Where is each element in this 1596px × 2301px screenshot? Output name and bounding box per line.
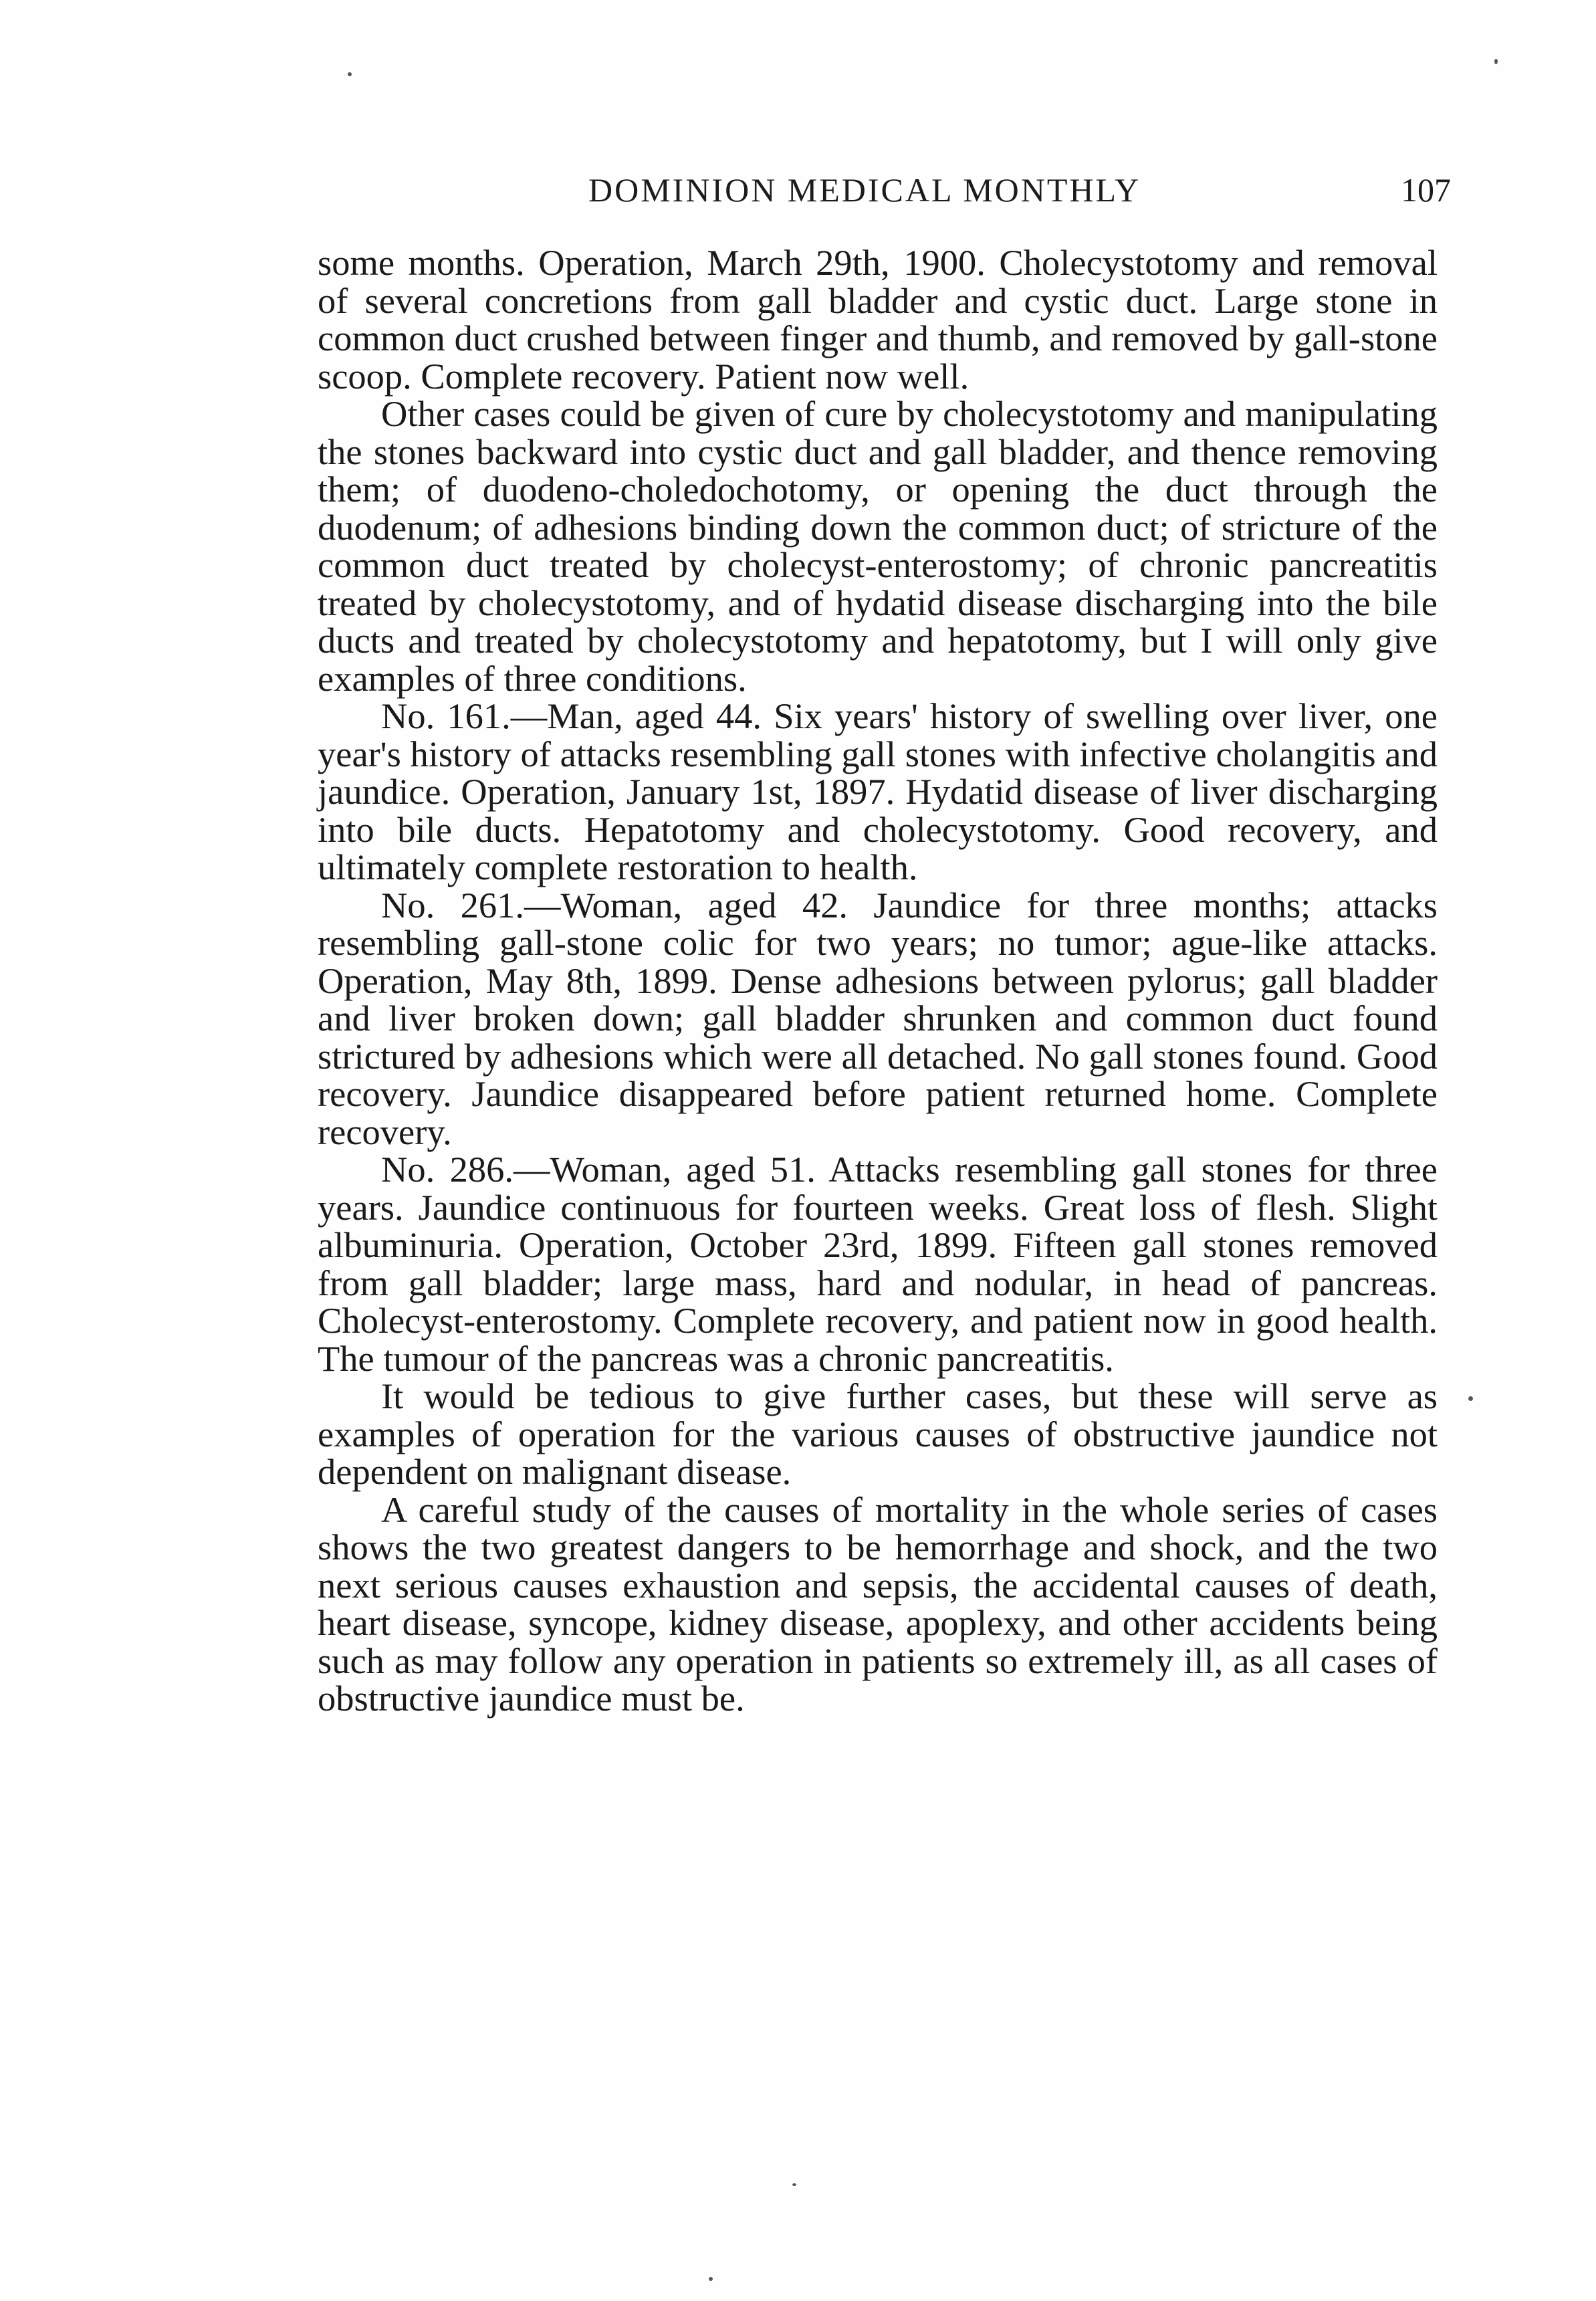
running-title: DOMINION MEDICAL MONTHLY (588, 171, 1141, 209)
scan-speck (1494, 59, 1498, 64)
paragraph-mortality: A careful study of the causes of mortality in the whole series of cases shows the two greatest dangers to be hemorrhage and shock, and the two next serious causes exhaustion and sepsis, the accidental causes of death, heart disease, syncope, kidney disease, apoplexy, and other accidents being such as may follow any operation in patients so extremely ill, as all cases of obstructive jaundice must be. (318, 1489, 1438, 1719)
scan-speck (348, 72, 352, 76)
paragraph-other-cases: Other cases could be given of cure by cholecystotomy and manipulating the stones backward into cystic duct and gall bladder, and thence removing them; of duodeno-choledochotomy, or opening the duct through the duodenum; of adhesions binding down the common duct; of stricture of the common duct treated by cholecyst-enterostomy; of chronic pancreatitis treated by cholecystotomy, and of hydatid disease discharging into the bile ducts and treated by cholecystotomy and hepatotomy, but I will only give examples of three conditions. (318, 393, 1438, 699)
paragraph-case-161: No. 161.—Man, aged 44. Six years' history of swelling over liver, one year's history of attacks resembling gall stones with infective cholangitis and jaundice. Operation, January 1st, 1897. Hydatid disease of liver discharging into bile ducts. Hepatotomy and cholecystotomy. Good recovery, and ultimately complete restoration to health. (318, 695, 1438, 887)
scan-speck (1468, 1396, 1473, 1401)
paragraph-continuation: some months. Operation, March 29th, 1900. Cholecystotomy and removal of several concretions from gall bladder and cystic duct. Large stone in common duct crushed between finger and thumb, and removed by gall-stone scoop. Complete recovery. Patient now well. (318, 242, 1438, 397)
article-body (318, 244, 1438, 1718)
page-number: 107 (1401, 171, 1451, 209)
running-head (314, 171, 1451, 224)
paragraph-case-261: No. 261.—Woman, aged 42. Jaundice for three months; attacks resembling gall-stone colic for two years; no tumor; ague-like attacks. Operation, May 8th, 1899. Dense adhesions between pylorus; gall bladder and liver broken down; gall bladder shrunken and common duct found strictured by adhesions which were all detached. No gall stones found. Good recovery. Jaundice disappeared before patient returned home. Complete recovery. (318, 884, 1438, 1152)
scan-speck (792, 2183, 796, 2186)
paragraph-case-286: No. 286.—Woman, aged 51. Attacks resembling gall stones for three years. Jaundice continuous for fourteen weeks. Great loss of flesh. Slight albuminuria. Operation, October 23rd, 1899. Fifteen gall stones removed from gall bladder; large mass, hard and nodular, in head of pancreas. Cholecyst-enterostomy. Complete recovery, and patient now in good health. The tumour of the pancreas was a chronic pancreatitis. (318, 1149, 1438, 1379)
scan-speck (709, 2277, 713, 2281)
paragraph-tedious: It would be tedious to give further cases, but these will serve as examples of operation for the various causes of obstructive jaundice not dependent on malignant disease. (318, 1376, 1438, 1492)
